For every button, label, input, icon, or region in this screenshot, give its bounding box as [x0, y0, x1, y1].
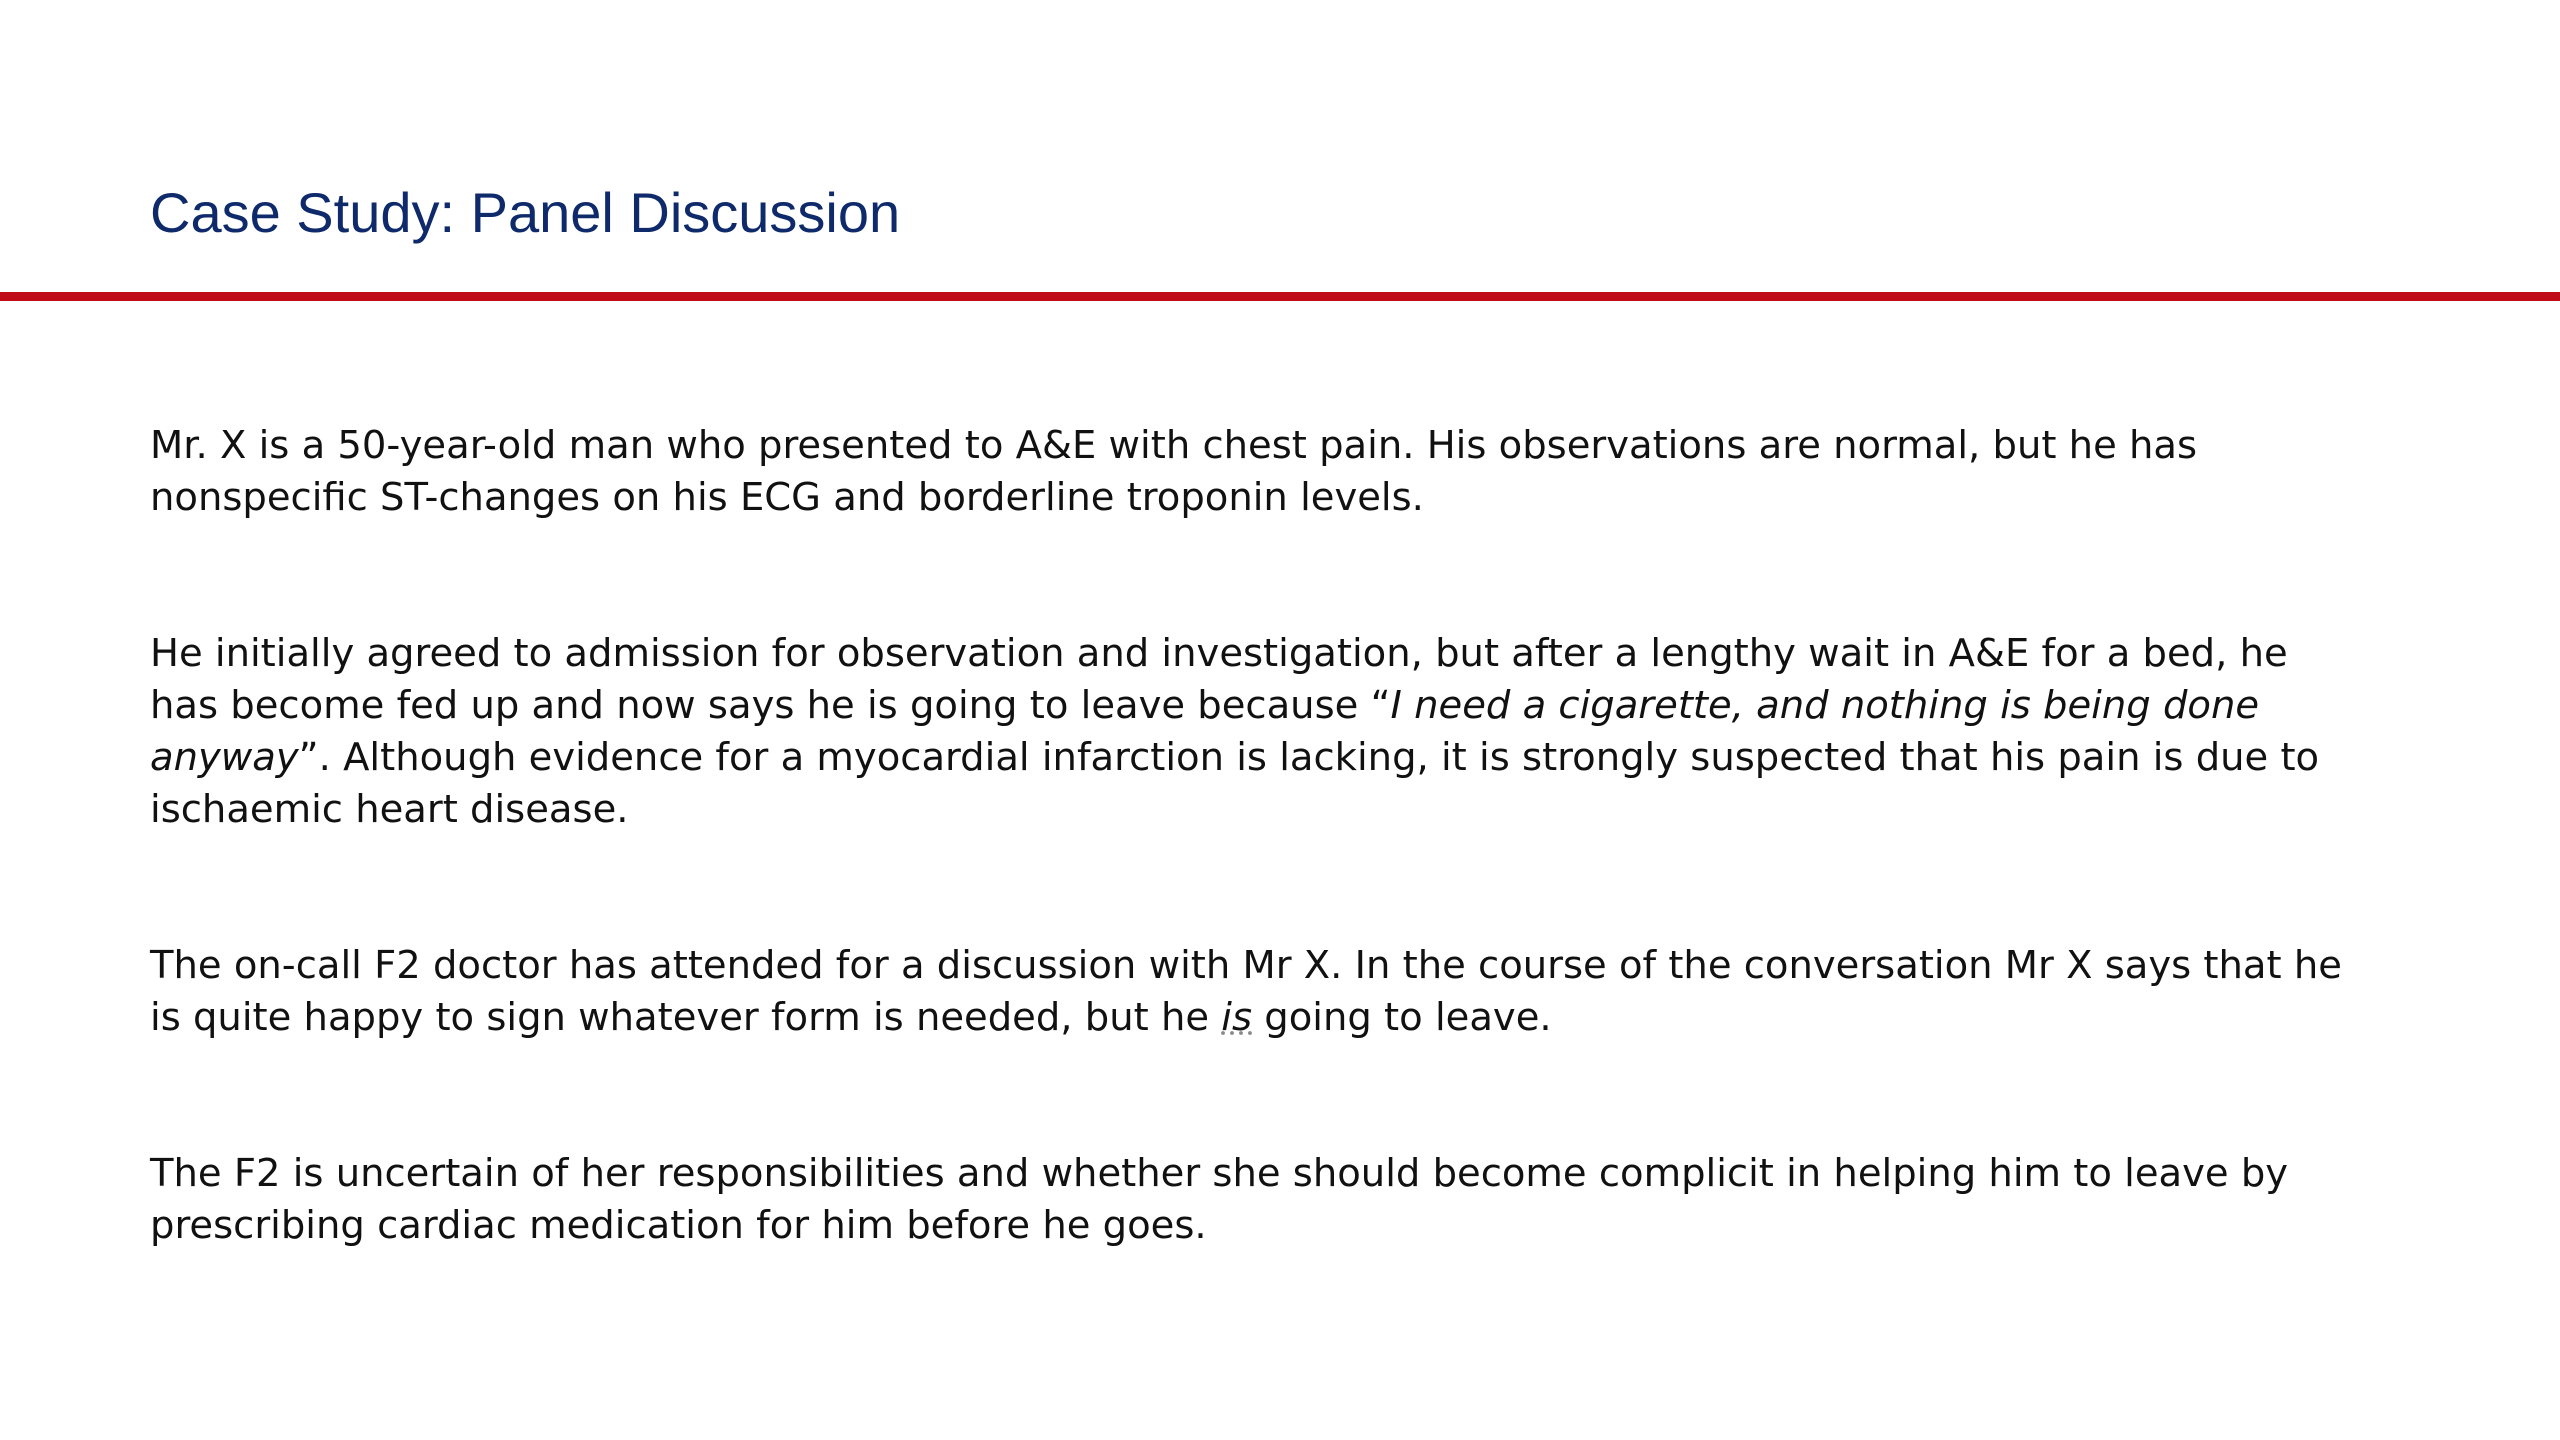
paragraph-f2-uncertainty: [150, 1148, 2450, 1252]
title-divider-rule: [0, 292, 2560, 301]
patient-quote: I need a cigarette, and nothing is being done: [1390, 683, 2260, 728]
slide-body: [150, 420, 2450, 1252]
paragraph-line: ”. Although evidence for a myocardial infarction is lacking, it is strongly suspected that his pain is due to: [298, 735, 2320, 780]
paragraph-line: prescribing cardiac medication for him before he goes.: [150, 1203, 1207, 1248]
paragraph-line: nonspecific ST-changes on his ECG and borderline troponin levels.: [150, 475, 1424, 520]
patient-quote-end: anyway: [150, 735, 299, 780]
paragraph-presentation: [150, 420, 2450, 524]
slide-title: Case Study: Panel Discussion: [150, 181, 901, 244]
paragraph-line: The on-call F2 doctor has attended for a discussion with Mr X. In the course of the conversation Mr X says that he: [150, 943, 2342, 988]
paragraph-line: The F2 is uncertain of her responsibilities and whether she should become complicit in helping him to leave by: [150, 1151, 2289, 1196]
paragraph-wants-to-leave: [150, 628, 2450, 836]
paragraph-line: has become fed up and now says he is going to leave because “: [150, 683, 1391, 728]
paragraph-f2-discussion: [150, 940, 2450, 1044]
emphasized-word: is: [1221, 995, 1253, 1040]
paragraph-line: is quite happy to sign whatever form is needed, but he: [150, 995, 1222, 1040]
paragraph-line: Mr. X is a 50-year-old man who presented to A&E with chest pain. His observations are normal, but he has: [150, 423, 2198, 468]
paragraph-line: going to leave.: [1252, 995, 1552, 1040]
paragraph-line: ischaemic heart disease.: [150, 787, 629, 832]
paragraph-line: He initially agreed to admission for observation and investigation, but after a lengthy wait in A&E for a bed, he: [150, 631, 2288, 676]
